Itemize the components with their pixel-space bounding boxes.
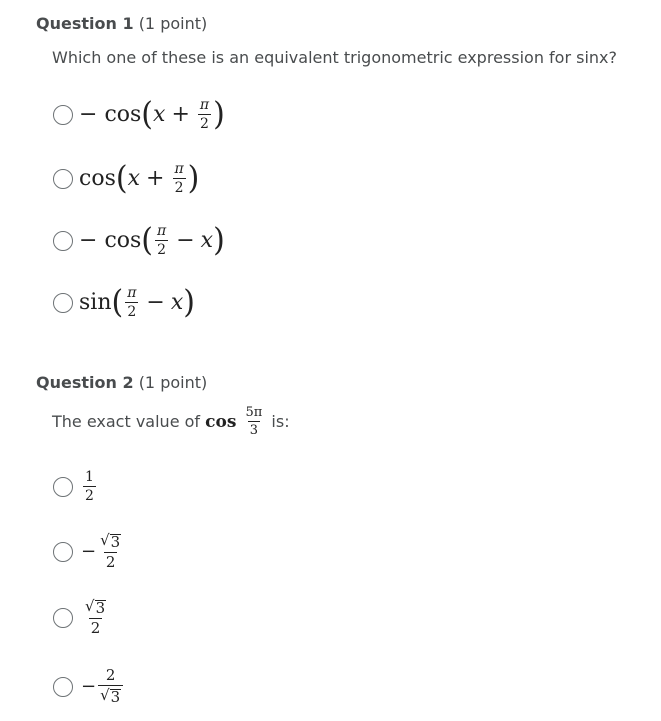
question-2-option-3[interactable] (53, 599, 110, 636)
radio-button[interactable] (53, 231, 73, 251)
question-1-option-2[interactable] (53, 159, 200, 197)
radio-button[interactable] (53, 105, 73, 125)
option-expression: − cos ( $\frac{\pi}{2}$ − x ) (79, 221, 225, 259)
radio-button[interactable] (53, 677, 73, 697)
question-1-prompt: Which one of these is an equivalent trigonometric expression for sinx? (52, 48, 618, 67)
option-expression: − √ 3 2 (81, 531, 121, 571)
option-expression: − cos ( x + $\frac{\pi}{2}$ ) (79, 95, 225, 133)
radio-button[interactable] (53, 608, 73, 628)
question-2-heading (36, 373, 207, 392)
option-expression: − 2 √ 3 (81, 668, 125, 705)
radio-button[interactable] (53, 477, 73, 497)
option-expression: √ 3 2 (85, 597, 106, 637)
question-2-label: Question 2 (36, 373, 134, 392)
question-2-prompt: The exact value of cos $\frac{5\pi}{3}$ is: (52, 405, 290, 438)
question-1-option-4[interactable] (53, 283, 195, 321)
question-1-points: (1 point) (138, 14, 208, 33)
question-1-option-3[interactable] (53, 221, 225, 259)
radio-button[interactable] (53, 169, 73, 189)
option-expression: $\frac{1}{2}$ (85, 469, 94, 504)
question-2-option-2[interactable] (53, 533, 125, 570)
radio-button[interactable] (53, 293, 73, 313)
question-1-heading (36, 14, 207, 33)
question-1-option-1[interactable] (53, 95, 225, 133)
radio-button[interactable] (53, 542, 73, 562)
option-expression: cos ( x + $\frac{\pi}{2}$ ) (79, 159, 200, 197)
question-1-label: Question 1 (36, 14, 134, 33)
question-2-option-1[interactable] (53, 470, 98, 503)
question-2-points: (1 point) (138, 373, 208, 392)
question-2-option-4[interactable] (53, 668, 125, 705)
option-expression: sin ( $\frac{\pi}{2}$ − x ) (79, 283, 195, 321)
